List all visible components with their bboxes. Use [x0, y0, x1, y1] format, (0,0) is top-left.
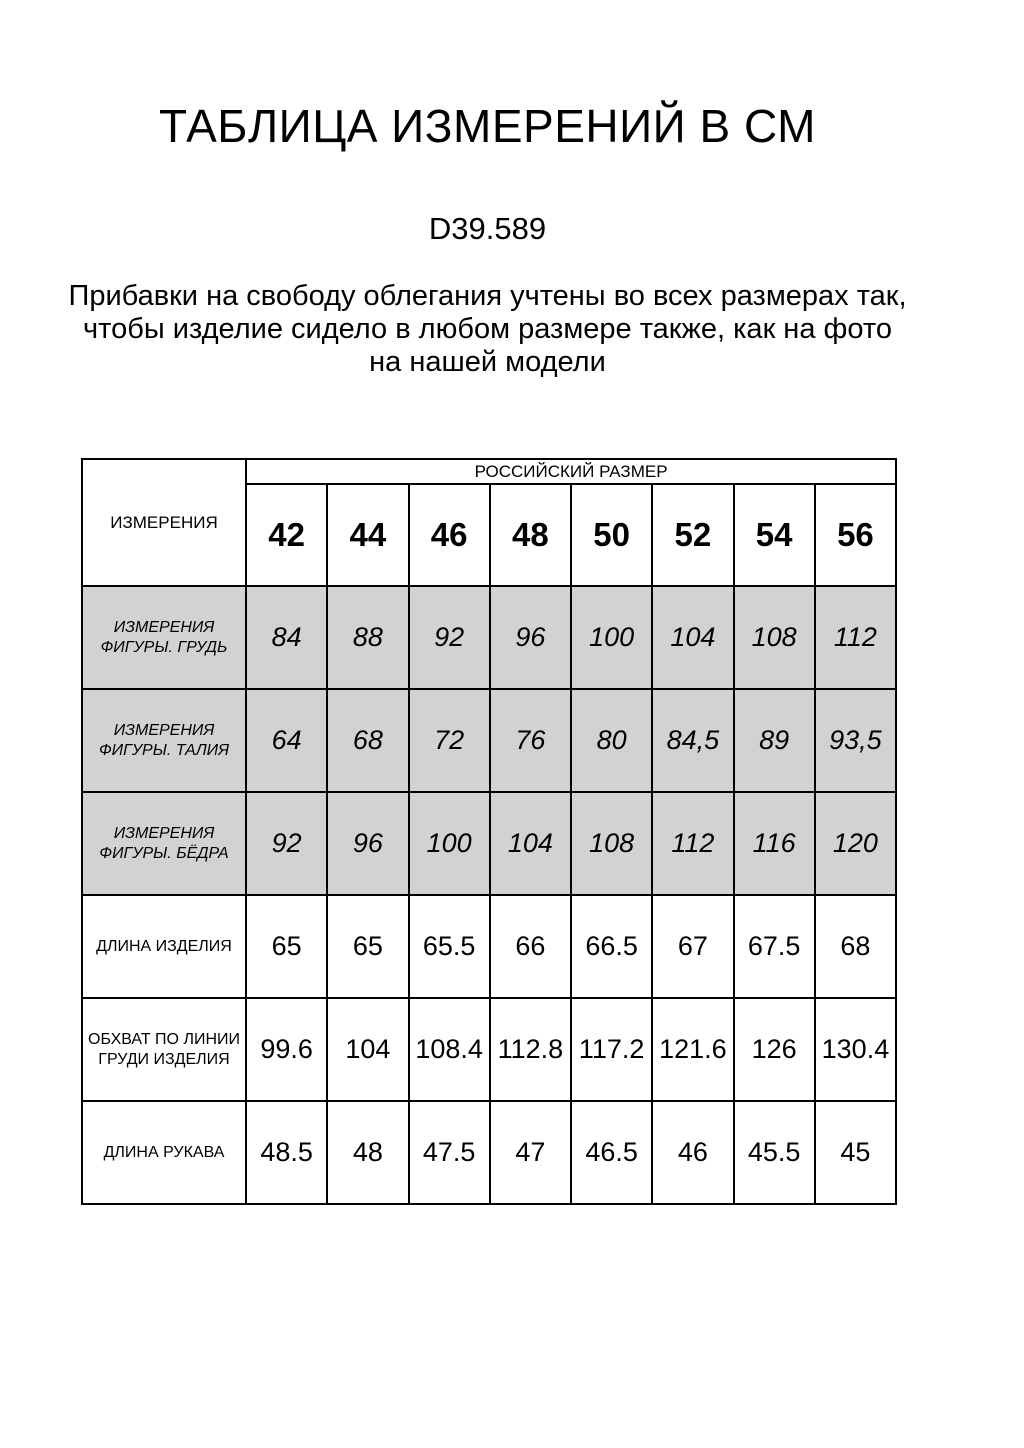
value-cell: 80 [571, 689, 652, 792]
value-cell: 130.4 [815, 998, 896, 1101]
row-label-cell: ИЗМЕРЕНИЯ ФИГУРЫ. БЁДРА [82, 792, 246, 895]
row-label-cell: ДЛИНА ИЗДЕЛИЯ [82, 895, 246, 998]
size-header-cell: 44 [327, 484, 408, 586]
fit-note-line-3: на нашей модели [369, 346, 606, 378]
value-cell: 104 [490, 792, 571, 895]
value-cell: 117.2 [571, 998, 652, 1101]
value-cell: 67 [652, 895, 733, 998]
table-header-row-group [82, 459, 896, 484]
value-cell: 93,5 [815, 689, 896, 792]
value-cell: 112 [815, 586, 896, 689]
size-header-cell: 48 [490, 484, 571, 586]
table-row-chest-girth-item [82, 998, 896, 1101]
size-header-cell: 54 [734, 484, 815, 586]
value-cell: 84 [246, 586, 327, 689]
value-cell: 45 [815, 1101, 896, 1204]
value-cell: 104 [652, 586, 733, 689]
fit-note-line-2: чтобы изделие сидело в любом размере также, как на фото [83, 313, 892, 345]
row-label-cell: ДЛИНА РУКАВА [82, 1101, 246, 1204]
size-group-header-cell: РОССИЙСКИЙ РАЗМЕР [246, 459, 896, 484]
value-cell: 89 [734, 689, 815, 792]
value-cell: 126 [734, 998, 815, 1101]
size-header-cell: 56 [815, 484, 896, 586]
value-cell: 120 [815, 792, 896, 895]
value-cell: 112 [652, 792, 733, 895]
model-code: D39.589 [428, 211, 547, 246]
value-cell: 88 [327, 586, 408, 689]
value-cell: 116 [734, 792, 815, 895]
value-cell: 96 [327, 792, 408, 895]
value-cell: 108 [734, 586, 815, 689]
value-cell: 108.4 [409, 998, 490, 1101]
table-row-hips [82, 792, 896, 895]
table-row-item-length [82, 895, 896, 998]
size-header-cell: 46 [409, 484, 490, 586]
value-cell: 65.5 [409, 895, 490, 998]
value-cell: 66 [490, 895, 571, 998]
value-cell: 64 [246, 689, 327, 792]
size-header-cell: 42 [246, 484, 327, 586]
value-cell: 67.5 [734, 895, 815, 998]
value-cell: 100 [409, 792, 490, 895]
value-cell: 46.5 [571, 1101, 652, 1204]
fit-note [0, 280, 975, 379]
value-cell: 68 [815, 895, 896, 998]
value-cell: 48 [327, 1101, 408, 1204]
value-cell: 65 [246, 895, 327, 998]
size-header-cell: 52 [652, 484, 733, 586]
value-cell: 66.5 [571, 895, 652, 998]
value-cell: 92 [246, 792, 327, 895]
value-cell: 68 [327, 689, 408, 792]
size-header-cell: 50 [571, 484, 652, 586]
value-cell: 99.6 [246, 998, 327, 1101]
value-cell: 45.5 [734, 1101, 815, 1204]
page-title: ТАБЛИЦА ИЗМЕРЕНИЙ В СМ [159, 100, 816, 152]
value-cell: 65 [327, 895, 408, 998]
value-cell: 92 [409, 586, 490, 689]
value-cell: 76 [490, 689, 571, 792]
row-label-cell: ИЗМЕРЕНИЯ ФИГУРЫ. ТАЛИЯ [82, 689, 246, 792]
corner-header-cell: ИЗМЕРЕНИЯ [82, 459, 246, 586]
value-cell: 121.6 [652, 998, 733, 1101]
value-cell: 112.8 [490, 998, 571, 1101]
value-cell: 47.5 [409, 1101, 490, 1204]
row-label-cell: ОБХВАТ ПО ЛИНИИ ГРУДИ ИЗДЕЛИЯ [82, 998, 246, 1101]
value-cell: 46 [652, 1101, 733, 1204]
row-label-cell: ИЗМЕРЕНИЯ ФИГУРЫ. ГРУДЬ [82, 586, 246, 689]
fit-note-line-1: Прибавки на свободу облегания учтены во всех размерах так, [68, 280, 907, 312]
value-cell: 47 [490, 1101, 571, 1204]
value-cell: 48.5 [246, 1101, 327, 1204]
value-cell: 72 [409, 689, 490, 792]
value-cell: 96 [490, 586, 571, 689]
value-cell: 100 [571, 586, 652, 689]
table-row-waist [82, 689, 896, 792]
value-cell: 84,5 [652, 689, 733, 792]
value-cell: 108 [571, 792, 652, 895]
value-cell: 104 [327, 998, 408, 1101]
table-row-chest [82, 586, 896, 689]
size-table [81, 458, 897, 1205]
table-row-sleeve-length [82, 1101, 896, 1204]
